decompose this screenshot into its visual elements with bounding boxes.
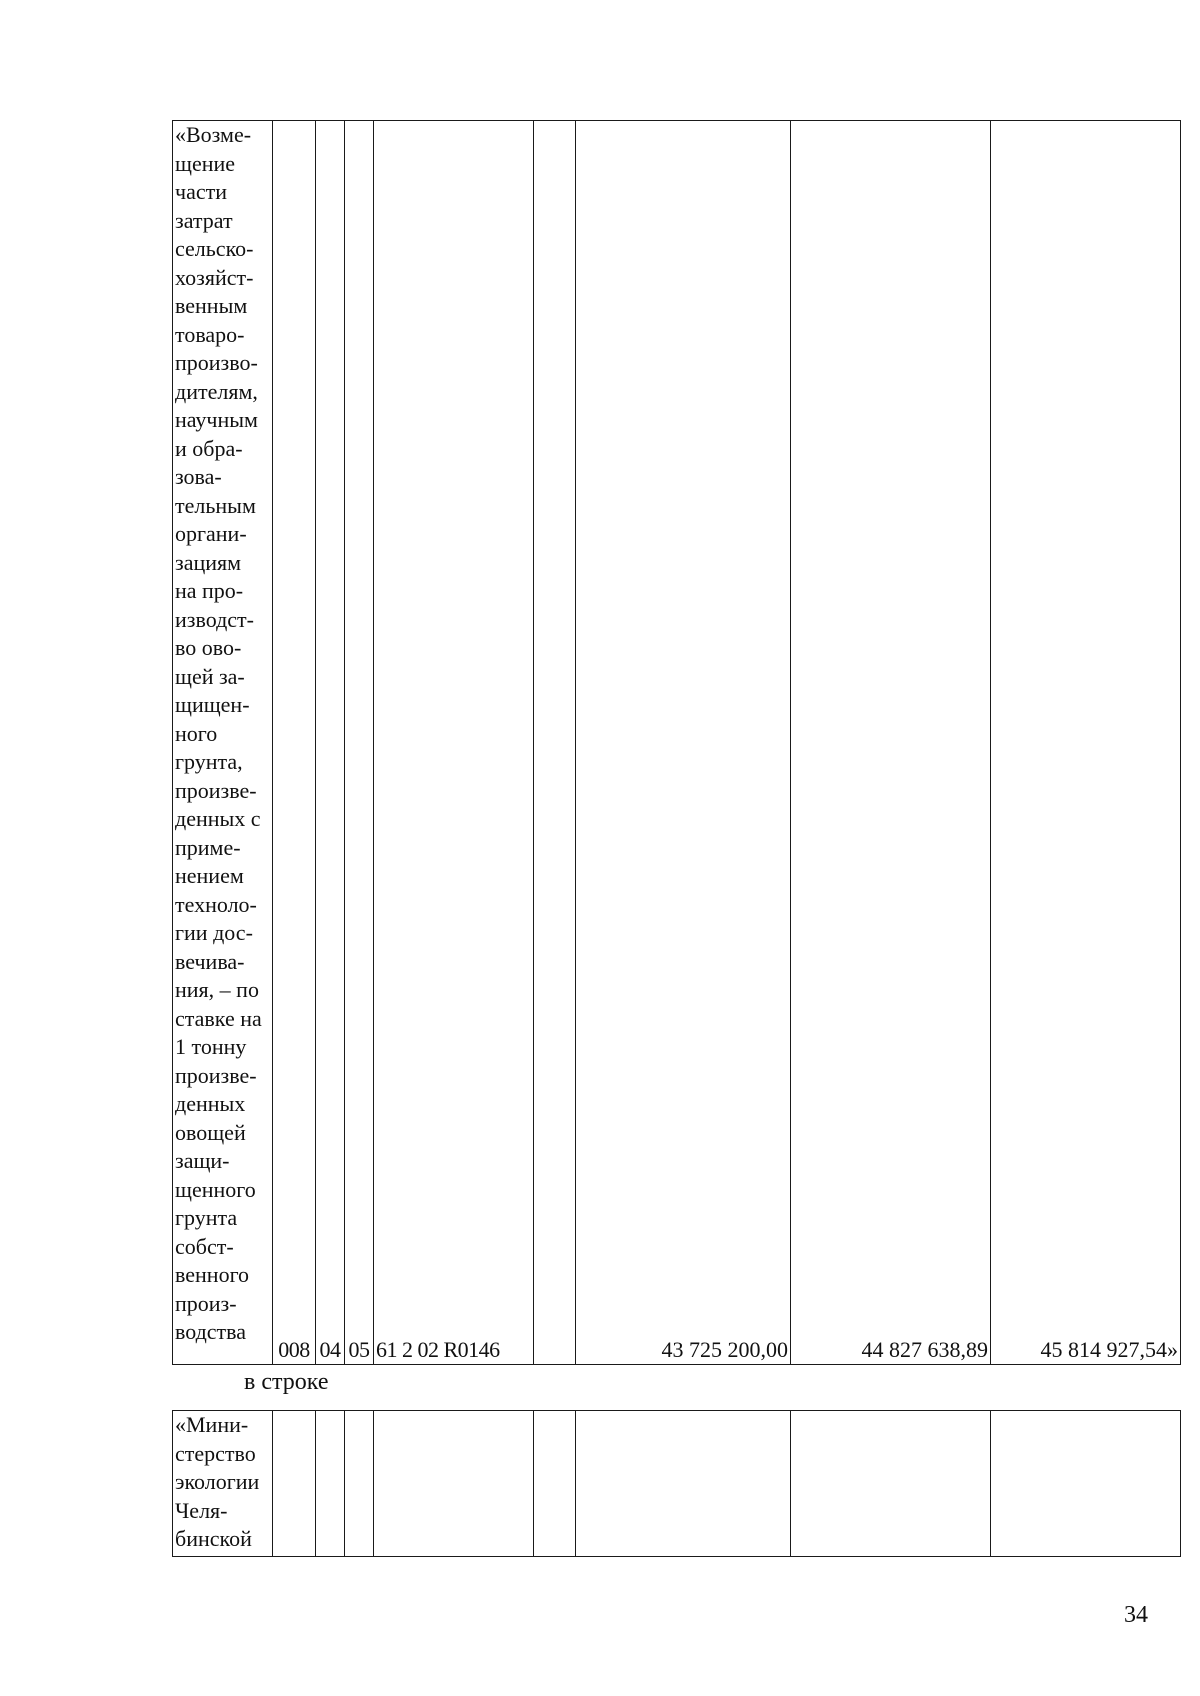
expense-name-line: товаро- <box>175 321 245 347</box>
expense-name-line: тельным <box>175 492 256 518</box>
expense-name-line: органи- <box>175 521 247 546</box>
budget-table-ecology <box>172 1410 1181 1557</box>
expense-name-line: на про- <box>175 578 244 603</box>
expense-name-line: Челя- <box>175 1497 228 1523</box>
section-code-cell: 04 <box>316 121 345 1365</box>
subsection-code-cell: 05 <box>345 121 374 1365</box>
expense-name-line: во ово- <box>175 635 242 660</box>
expense-name-line: зова- <box>175 464 222 489</box>
expense-name-line: произве- <box>175 777 257 803</box>
amount-year-1-cell: 43 725 200,00 <box>576 121 791 1365</box>
expense-type-cell <box>534 121 576 1365</box>
expense-name-cell <box>173 121 273 1365</box>
ministry-code-cell <box>273 1411 316 1557</box>
expense-name-line: изводст- <box>175 606 254 632</box>
expense-name-line: зациям <box>175 549 242 575</box>
expense-name-line: овощей <box>175 1119 246 1145</box>
expense-name-line: ставке на <box>175 1005 262 1031</box>
amount-year-3-cell <box>991 1411 1181 1557</box>
expense-name-line: венным <box>175 293 248 318</box>
expense-name-line: ного <box>175 720 218 746</box>
between-tables-text: в строке <box>244 1369 329 1395</box>
expense-name-line: произ- <box>175 1290 237 1316</box>
expense-name-line: гии дос- <box>175 920 253 945</box>
expense-name-line: части <box>175 179 227 204</box>
page-number: 34 <box>1124 1602 1148 1628</box>
amount-year-3-cell: 45 814 927,54» <box>991 121 1181 1365</box>
expense-name-line: техноло- <box>175 891 257 917</box>
expense-type-cell <box>534 1411 576 1557</box>
expense-name-line: защи- <box>175 1148 230 1173</box>
expense-name-line: произво- <box>175 350 258 375</box>
target-article-cell: 61 2 02 R0146 <box>374 121 534 1365</box>
expense-name-line: дителям, <box>175 378 258 404</box>
expense-name-line: венного <box>175 1262 250 1287</box>
expense-name-line: 1 тонну <box>175 1034 247 1059</box>
expense-name-line: «Возме- <box>175 122 252 147</box>
expense-name-line: сельско- <box>175 236 254 261</box>
expense-name-line: грунта <box>175 1205 238 1230</box>
amount-year-2-cell: 44 827 638,89 <box>791 121 991 1365</box>
expense-name-line: и обра- <box>175 435 243 461</box>
expense-name-line: щищен- <box>175 692 250 717</box>
expense-name-line: нением <box>175 863 244 888</box>
expense-name-cell <box>173 1411 273 1557</box>
expense-name-line: водства <box>175 1319 247 1344</box>
amount-year-2-cell <box>791 1411 991 1557</box>
budget-table-vegetables <box>172 120 1181 1365</box>
expense-name-line: вечива- <box>175 948 245 974</box>
expense-name-line: бинской <box>175 1526 252 1551</box>
expense-name-line: затрат <box>175 207 233 233</box>
expense-name-line: денных с <box>175 806 261 831</box>
expense-name-line: щей за- <box>175 663 245 689</box>
expense-name-line: стерство <box>175 1440 256 1466</box>
table-row <box>173 121 1181 1365</box>
expense-name-line: приме- <box>175 834 241 860</box>
expense-name-line: экологии <box>175 1469 260 1494</box>
expense-name-line: денных <box>175 1091 246 1116</box>
expense-name-line: ния, – по <box>175 977 259 1002</box>
section-code-cell <box>316 1411 345 1557</box>
expense-name-line: произве- <box>175 1062 257 1088</box>
expense-name-line: щение <box>175 150 236 176</box>
expense-name-line: научным <box>175 407 258 432</box>
ministry-code-cell: 008 <box>273 121 316 1365</box>
expense-name-line: щенного <box>175 1176 256 1202</box>
expense-name-line: «Мини- <box>175 1412 249 1437</box>
table-row <box>173 1411 1181 1557</box>
target-article-cell <box>374 1411 534 1557</box>
subsection-code-cell <box>345 1411 374 1557</box>
expense-name-line: грунта, <box>175 749 243 774</box>
expense-name-line: хозяйст- <box>175 264 254 290</box>
amount-year-1-cell <box>576 1411 791 1557</box>
expense-name-line: собст- <box>175 1233 234 1259</box>
